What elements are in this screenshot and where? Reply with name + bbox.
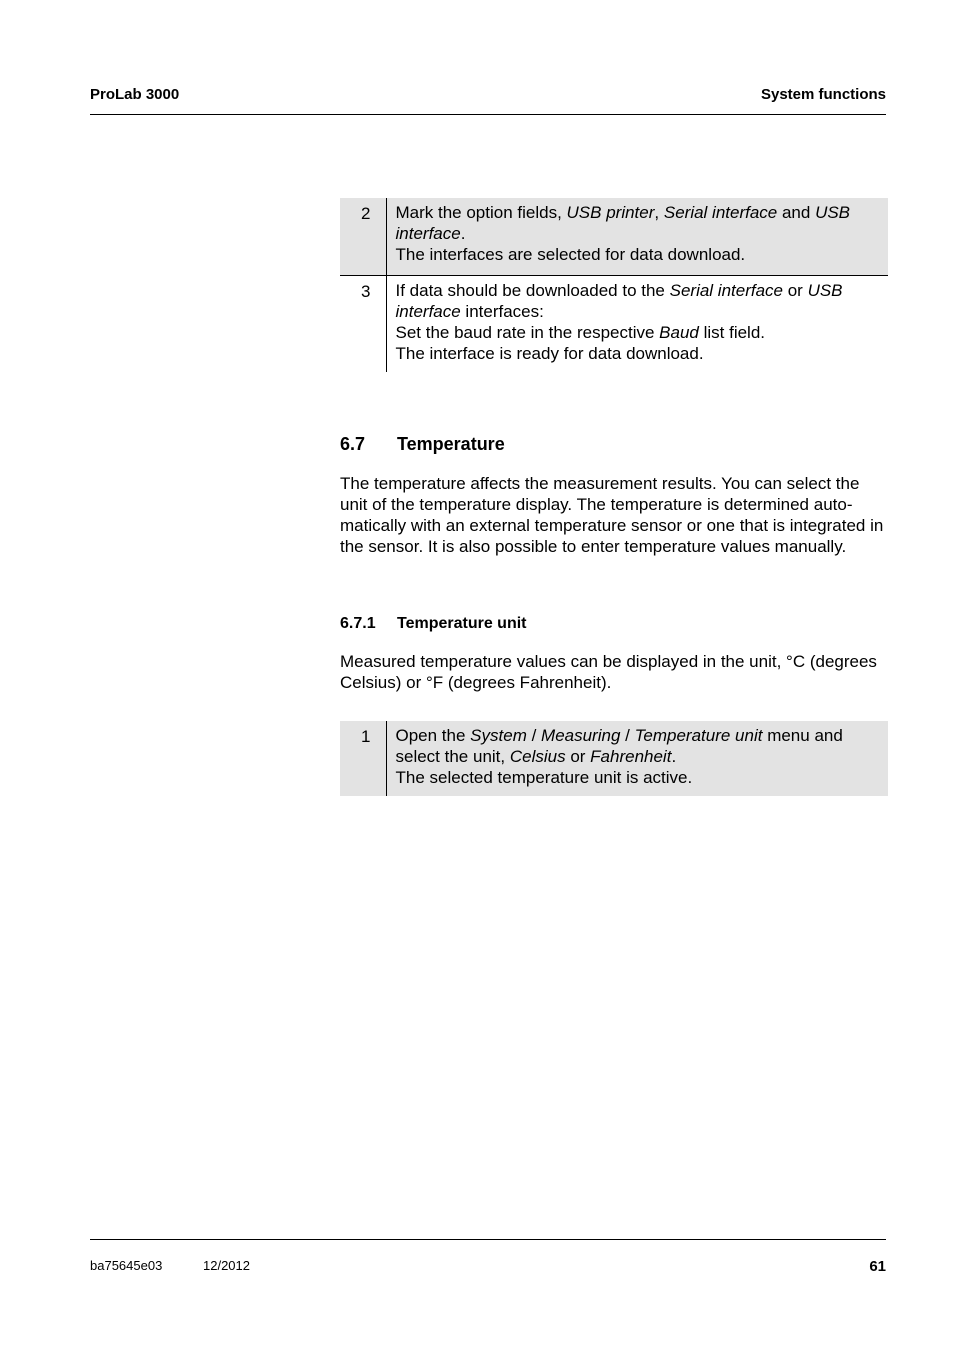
page-header <box>90 86 886 115</box>
ui-term: Fahrenheit <box>590 747 672 766</box>
text-run: The interface is ready for data download. <box>395 344 704 363</box>
step-number: 3 <box>340 276 386 373</box>
page-footer <box>90 1239 886 1275</box>
text-run: . <box>460 224 466 243</box>
ui-term: Measuring <box>541 726 621 745</box>
text-run: , <box>654 203 664 222</box>
page-number: 61 <box>869 1258 886 1275</box>
text-run: . <box>671 747 677 766</box>
step-row <box>340 198 888 276</box>
text-run: list field. <box>698 323 766 342</box>
section-title: Temperature <box>397 434 505 454</box>
step-row <box>340 721 888 796</box>
subsection-title: Temperature unit <box>397 615 527 632</box>
text-run: interfaces: <box>460 302 544 321</box>
text-run: Mark the option fields, <box>395 203 567 222</box>
instruction-table-temperature-unit <box>340 721 888 796</box>
step-row <box>340 276 888 373</box>
ui-term: Temperature unit <box>634 726 763 745</box>
step-number: 1 <box>340 721 386 796</box>
text-run: Open the <box>395 726 471 745</box>
text-run: and <box>777 203 816 222</box>
step-number: 2 <box>340 198 386 276</box>
section-number: 6.7 <box>340 434 366 454</box>
document-code: ba75645e03 <box>90 1258 163 1273</box>
ui-term: USB printer <box>566 203 655 222</box>
step-text <box>386 198 888 276</box>
text-run: Set the baud rate in the respective <box>395 323 660 342</box>
ui-term: Baud <box>659 323 699 342</box>
manual-title: ProLab 3000 <box>90 86 180 103</box>
ui-term: System <box>470 726 527 745</box>
text-run: If data should be downloaded to the <box>395 281 670 300</box>
subsection-heading <box>340 615 527 633</box>
section-heading <box>340 434 505 455</box>
text-run: / <box>620 726 635 745</box>
ui-term: USB interface <box>395 281 843 321</box>
subsection-number: 6.7.1 <box>340 615 376 632</box>
text-run: or <box>783 281 808 300</box>
chapter-title: System functions <box>760 86 886 103</box>
text-run: menu and select the unit, <box>395 726 843 766</box>
text-run: The selected temperature unit is active. <box>395 768 693 787</box>
text-run: The interfaces are selected for data download. <box>395 245 746 264</box>
step-text <box>386 721 888 796</box>
subsection-paragraph: Measured temperature values can be displayed in the unit, °C (degrees Celsius) or °F (degrees Fahrenheit). <box>340 652 877 692</box>
section-paragraph: The temperature affects the measurement results. You can select the unit of the temperature display. The temperature is determined auto-matically with an external temperature sensor or one that is integrated in the sensor. It is also possible to enter temperature values manually. <box>340 474 884 556</box>
ui-term: USB interface <box>395 203 851 243</box>
step-text <box>386 276 888 373</box>
ui-term: Serial interface <box>669 281 783 300</box>
text-run: / <box>526 726 542 745</box>
document-date: 12/2012 <box>203 1258 250 1273</box>
text-run: or <box>565 747 591 766</box>
instruction-table-interfaces <box>340 198 888 372</box>
ui-term: Celsius <box>509 747 566 766</box>
ui-term: Serial interface <box>663 203 778 222</box>
